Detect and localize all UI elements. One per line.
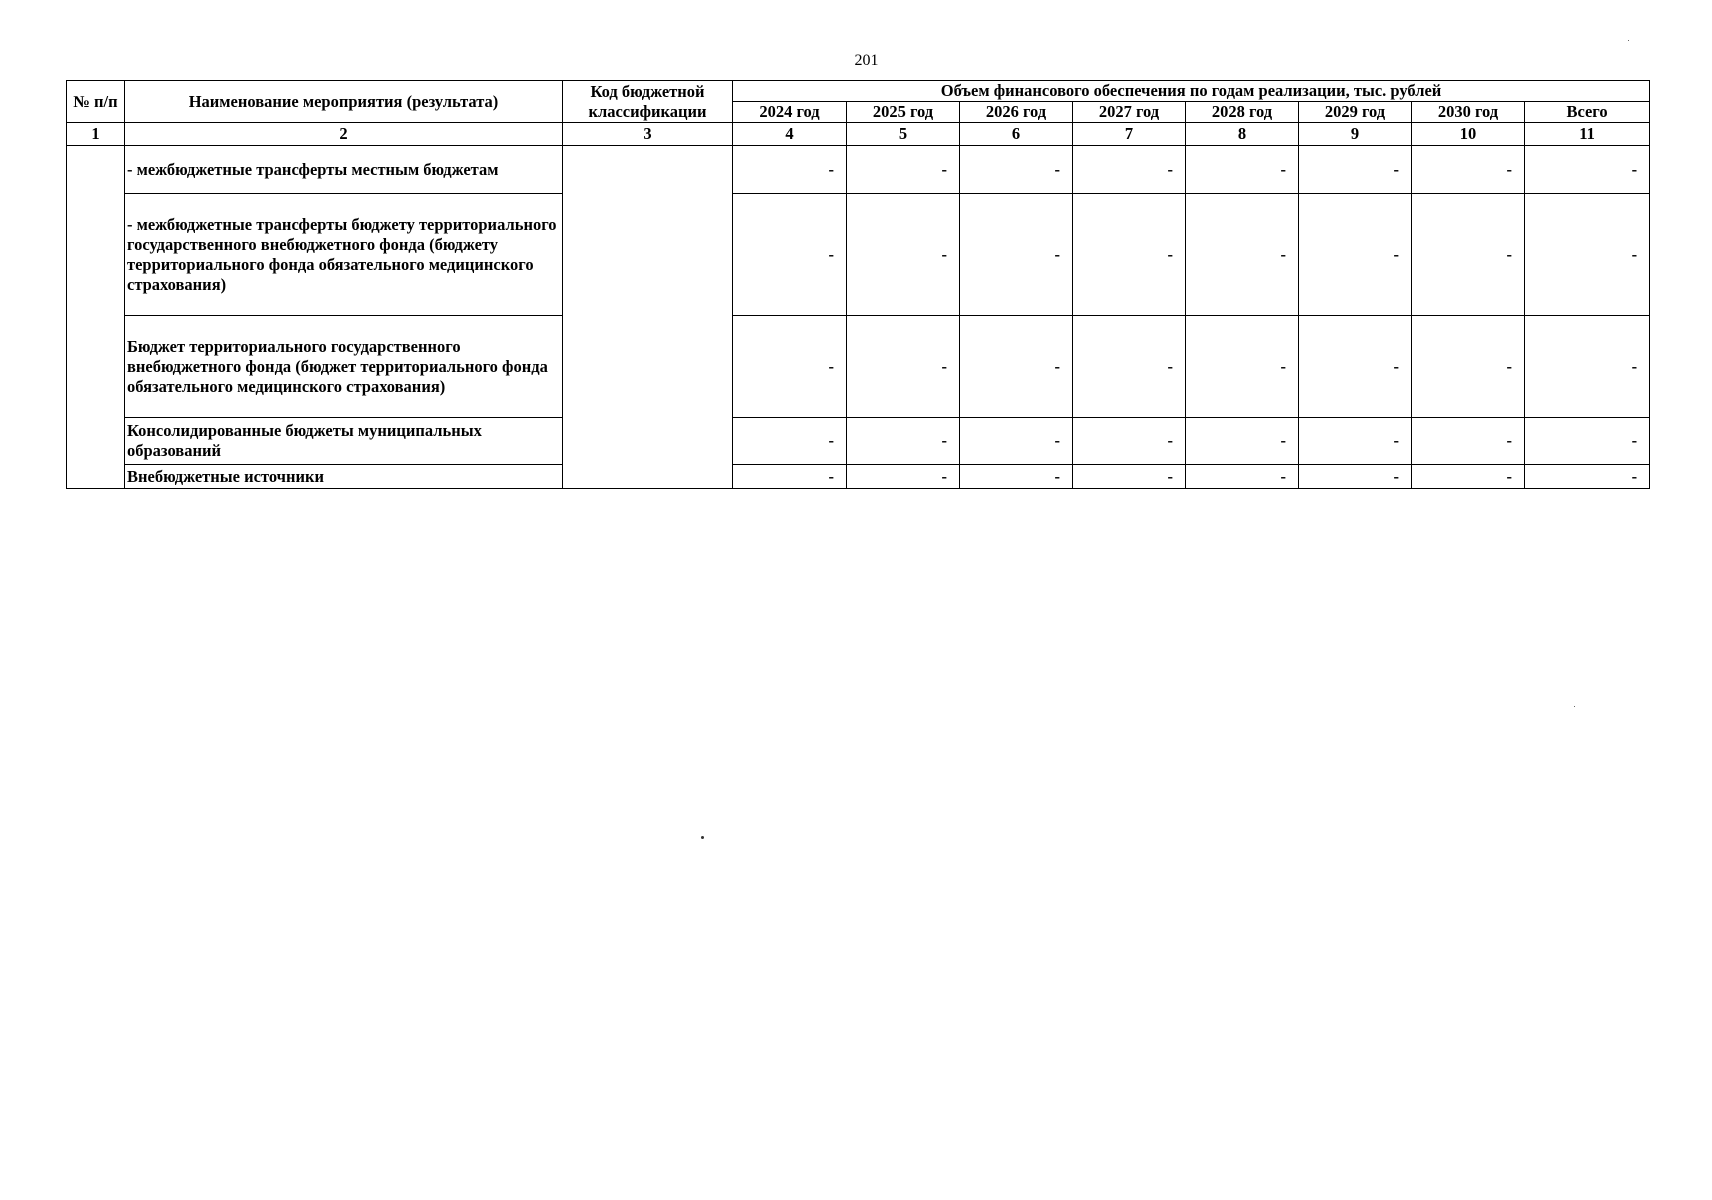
scan-speck [1574, 706, 1575, 707]
row-value: - [1525, 146, 1650, 194]
header-year-2028: 2028 год [1186, 102, 1299, 123]
column-number: 8 [1186, 123, 1299, 146]
row-code-cell [563, 465, 733, 489]
page-number: 201 [854, 52, 879, 69]
column-number: 9 [1299, 123, 1412, 146]
row-name: - межбюджетные трансферты местным бюджетам [125, 146, 563, 194]
header-year-2027: 2027 год [1073, 102, 1186, 123]
row-number-cell [67, 418, 125, 465]
row-value: - [1525, 194, 1650, 316]
table-row [67, 418, 1650, 465]
row-code-cell [563, 418, 733, 465]
scan-speck [1628, 40, 1629, 41]
row-value: - [1412, 465, 1525, 489]
column-number: 3 [563, 123, 733, 146]
column-number: 10 [1412, 123, 1525, 146]
table-row [67, 194, 1650, 316]
row-value: - [1186, 194, 1299, 316]
column-number: 4 [733, 123, 847, 146]
row-value: - [1186, 146, 1299, 194]
table-row [67, 465, 1650, 489]
row-name: - межбюджетные трансферты бюджету территориального государственного внебюджетного фонда (бюджету территориального фонда обязательного медицинского страхования) [125, 194, 563, 316]
row-value: - [1299, 316, 1412, 418]
financing-table [66, 80, 1650, 489]
column-number: 5 [847, 123, 960, 146]
row-value: - [1073, 194, 1186, 316]
row-value: - [1299, 418, 1412, 465]
header-row-1 [67, 81, 1650, 102]
row-value: - [1299, 194, 1412, 316]
row-value: - [733, 194, 847, 316]
row-value: - [1073, 146, 1186, 194]
row-value: - [1525, 316, 1650, 418]
row-number-cell [67, 194, 125, 316]
row-value: - [1186, 418, 1299, 465]
header-col-name: Наименование мероприятия (результата) [125, 81, 563, 123]
row-value: - [847, 465, 960, 489]
header-year-2030: 2030 год [1412, 102, 1525, 123]
column-number-row [67, 123, 1650, 146]
row-value: - [1299, 146, 1412, 194]
column-number: 6 [960, 123, 1073, 146]
row-value: - [1525, 418, 1650, 465]
row-value: - [1412, 146, 1525, 194]
row-value: - [847, 418, 960, 465]
row-value: - [960, 418, 1073, 465]
header-year-2029: 2029 год [1299, 102, 1412, 123]
header-col-volume: Объем финансового обеспечения по годам реализации, тыс. рублей [733, 81, 1650, 102]
scan-speck [701, 836, 704, 839]
row-value: - [733, 418, 847, 465]
row-value: - [1412, 418, 1525, 465]
row-value: - [960, 465, 1073, 489]
column-number: 11 [1525, 123, 1650, 146]
table-row [67, 146, 1650, 194]
header-total: Всего [1525, 102, 1650, 123]
row-value: - [733, 146, 847, 194]
row-value: - [847, 146, 960, 194]
header-col-num: № п/п [67, 81, 125, 123]
row-value: - [960, 194, 1073, 316]
row-value: - [960, 146, 1073, 194]
header-year-2024: 2024 год [733, 102, 847, 123]
header-col-code: Код бюджетной классификации [563, 81, 733, 123]
row-code-cell [563, 194, 733, 316]
row-value: - [1186, 316, 1299, 418]
header-year-2025: 2025 год [847, 102, 960, 123]
row-number-cell [67, 465, 125, 489]
row-value: - [1186, 465, 1299, 489]
row-value: - [847, 194, 960, 316]
row-value: - [1073, 418, 1186, 465]
table-row [67, 316, 1650, 418]
row-value: - [733, 316, 847, 418]
row-value: - [1073, 316, 1186, 418]
row-name: Консолидированные бюджеты муниципальных образований [125, 418, 563, 465]
row-name: Внебюджетные источники [125, 465, 563, 489]
row-value: - [733, 465, 847, 489]
row-code-cell [563, 316, 733, 418]
row-value: - [1299, 465, 1412, 489]
row-value: - [1412, 316, 1525, 418]
row-code-cell [563, 146, 733, 194]
column-number: 7 [1073, 123, 1186, 146]
row-number-cell [67, 146, 125, 194]
column-number: 2 [125, 123, 563, 146]
row-value: - [1525, 465, 1650, 489]
column-number: 1 [67, 123, 125, 146]
row-value: - [960, 316, 1073, 418]
header-year-2026: 2026 год [960, 102, 1073, 123]
row-name: Бюджет территориального государственного внебюджетного фонда (бюджет территориального фонда обязательного медицинского страхования) [125, 316, 563, 418]
row-value: - [1073, 465, 1186, 489]
row-number-cell [67, 316, 125, 418]
row-value: - [1412, 194, 1525, 316]
row-value: - [847, 316, 960, 418]
